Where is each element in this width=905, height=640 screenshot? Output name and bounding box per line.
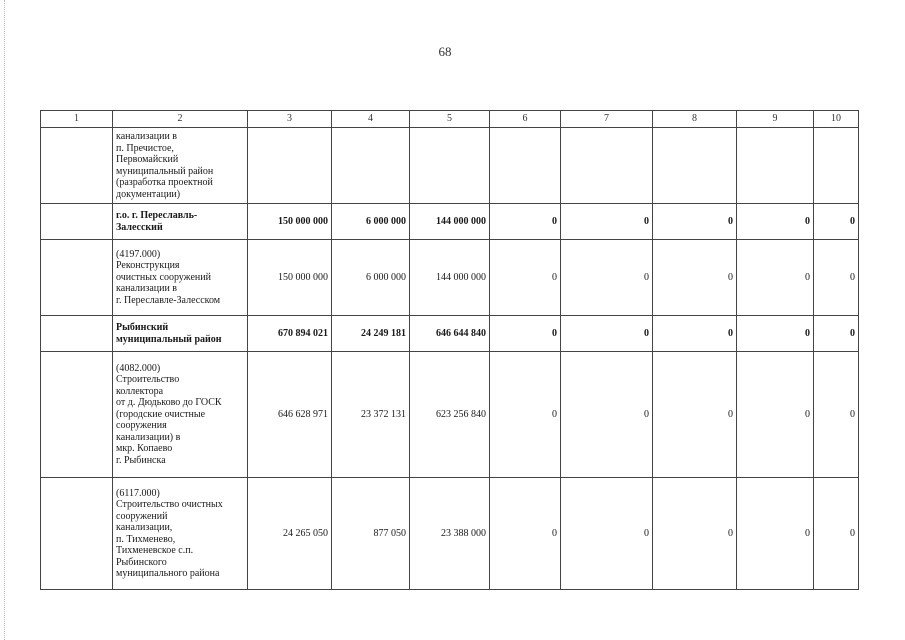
row-name-line: муниципальный район bbox=[116, 333, 222, 345]
value-cell-col-7 bbox=[561, 128, 653, 204]
row-name-cell bbox=[113, 316, 248, 352]
value-cell-col-6: 0 bbox=[490, 478, 561, 590]
value-cell-col-7: 0 bbox=[561, 478, 653, 590]
row-name-line: канализации) в bbox=[116, 431, 181, 443]
row-name-line: мкр. Копаево bbox=[116, 443, 173, 455]
value-cell-col-8: 0 bbox=[653, 316, 737, 352]
table-row bbox=[41, 352, 859, 478]
row-name-line: г. Переславле-Залесском bbox=[116, 294, 221, 306]
value-cell-col-6: 0 bbox=[490, 316, 561, 352]
table-row bbox=[41, 240, 859, 316]
row-name-line: г. Рыбинска bbox=[116, 454, 166, 466]
value-cell-col-10: 0 bbox=[814, 240, 859, 316]
value-cell-col-4: 6 000 000 bbox=[332, 204, 410, 240]
column-header: 2 bbox=[113, 111, 248, 128]
table-row bbox=[41, 204, 859, 240]
column-header: 4 bbox=[332, 111, 410, 128]
value-cell-col-9: 0 bbox=[737, 316, 814, 352]
value-cell-col-10: 0 bbox=[814, 478, 859, 590]
row-name-line: очистных сооружений bbox=[116, 271, 211, 283]
header-row bbox=[41, 111, 859, 128]
value-cell-col-6: 0 bbox=[490, 240, 561, 316]
column-header: 8 bbox=[653, 111, 737, 128]
row-name-line: Строительство bbox=[116, 374, 180, 386]
row-name-line: (разработка проектной bbox=[116, 177, 213, 188]
table-body bbox=[41, 128, 859, 590]
row-name-line: коллектора bbox=[116, 385, 164, 397]
value-cell-col-8: 0 bbox=[653, 240, 737, 316]
value-cell-col-4: 23 372 131 bbox=[332, 352, 410, 478]
value-cell-col-6 bbox=[490, 128, 561, 204]
page-number: 68 bbox=[438, 44, 452, 59]
value-cell-col-9: 0 bbox=[737, 240, 814, 316]
value-cell-col-8: 0 bbox=[653, 478, 737, 590]
value-cell-col-9: 0 bbox=[737, 478, 814, 590]
row-name-line: Первомайский bbox=[116, 154, 179, 165]
row-name-line: канализации в bbox=[116, 283, 178, 295]
column-header: 9 bbox=[737, 111, 814, 128]
value-cell-col-3: 24 265 050 bbox=[248, 478, 332, 590]
row-name-line: от д. Дюдьково до ГОСК bbox=[116, 397, 222, 409]
value-cell-col-5: 144 000 000 bbox=[410, 204, 490, 240]
row-name-line: Реконструкция bbox=[116, 260, 180, 272]
row-index-cell bbox=[41, 478, 113, 590]
row-name-line: г.о. г. Переславль- bbox=[116, 210, 198, 221]
row-name-line: сооружений bbox=[116, 510, 168, 522]
row-name-line: Рыбинский bbox=[116, 322, 169, 333]
row-name-line: (6117.000) bbox=[116, 487, 160, 499]
table-row bbox=[41, 316, 859, 352]
value-cell-col-7: 0 bbox=[561, 204, 653, 240]
value-cell-col-5: 144 000 000 bbox=[410, 240, 490, 316]
column-header: 5 bbox=[410, 111, 490, 128]
row-name-line: п. Пречистое, bbox=[116, 142, 174, 154]
value-cell-col-5: 623 256 840 bbox=[410, 352, 490, 478]
scan-edge bbox=[0, 0, 5, 640]
value-cell-col-10: 0 bbox=[814, 316, 859, 352]
row-name-line: муниципальный район bbox=[116, 165, 214, 177]
value-cell-col-3: 670 894 021 bbox=[248, 316, 332, 352]
value-cell-col-5: 23 388 000 bbox=[410, 478, 490, 590]
column-header: 10 bbox=[814, 111, 859, 128]
budget-table bbox=[40, 110, 859, 590]
row-name-cell bbox=[113, 352, 248, 478]
row-name-cell bbox=[113, 204, 248, 240]
row-name-line: муниципального района bbox=[116, 568, 220, 579]
value-cell-col-4 bbox=[332, 128, 410, 204]
row-name-line: сооружения bbox=[116, 420, 167, 432]
value-cell-col-6: 0 bbox=[490, 352, 561, 478]
row-name-line: канализации в bbox=[116, 131, 178, 142]
row-name-line: документации) bbox=[116, 188, 181, 200]
value-cell-col-5 bbox=[410, 128, 490, 204]
value-cell-col-6: 0 bbox=[490, 204, 561, 240]
row-index-cell bbox=[41, 352, 113, 478]
value-cell-col-9: 0 bbox=[737, 352, 814, 478]
value-cell-col-7: 0 bbox=[561, 240, 653, 316]
row-name-line: Залесский bbox=[116, 221, 163, 233]
value-cell-col-4: 877 050 bbox=[332, 478, 410, 590]
value-cell-col-9 bbox=[737, 128, 814, 204]
row-name-cell bbox=[113, 478, 248, 590]
row-index-cell bbox=[41, 204, 113, 240]
column-header: 6 bbox=[490, 111, 561, 128]
value-cell-col-8: 0 bbox=[653, 204, 737, 240]
value-cell-col-3: 646 628 971 bbox=[248, 352, 332, 478]
value-cell-col-3: 150 000 000 bbox=[248, 240, 332, 316]
row-name-line: (4197.000) bbox=[116, 248, 161, 260]
value-cell-col-10: 0 bbox=[814, 204, 859, 240]
row-index-cell bbox=[41, 240, 113, 316]
row-name-line: Строительство очистных bbox=[116, 499, 223, 510]
value-cell-col-4: 24 249 181 bbox=[332, 316, 410, 352]
row-index-cell bbox=[41, 316, 113, 352]
value-cell-col-10 bbox=[814, 128, 859, 204]
value-cell-col-9: 0 bbox=[737, 204, 814, 240]
table-row bbox=[41, 478, 859, 590]
value-cell-col-10: 0 bbox=[814, 352, 859, 478]
table-row bbox=[41, 128, 859, 204]
row-name-line: Рыбинского bbox=[116, 556, 167, 568]
value-cell-col-5: 646 644 840 bbox=[410, 316, 490, 352]
row-name-cell bbox=[113, 240, 248, 316]
row-name-line: канализации, bbox=[116, 522, 173, 533]
value-cell-col-3: 150 000 000 bbox=[248, 204, 332, 240]
value-cell-col-3 bbox=[248, 128, 332, 204]
row-name-line: Тихменевское с.п. bbox=[116, 545, 194, 556]
row-name-line: п. Тихменево, bbox=[116, 533, 176, 545]
row-name-cell bbox=[113, 128, 248, 204]
value-cell-col-8 bbox=[653, 128, 737, 204]
value-cell-col-7: 0 bbox=[561, 352, 653, 478]
row-name-line: (городские очистные bbox=[116, 408, 206, 420]
row-index-cell bbox=[41, 128, 113, 204]
column-header: 7 bbox=[561, 111, 653, 128]
value-cell-col-7: 0 bbox=[561, 316, 653, 352]
value-cell-col-8: 0 bbox=[653, 352, 737, 478]
row-name-line: (4082.000) bbox=[116, 362, 161, 374]
column-header: 3 bbox=[248, 111, 332, 128]
column-header: 1 bbox=[41, 111, 113, 128]
value-cell-col-4: 6 000 000 bbox=[332, 240, 410, 316]
